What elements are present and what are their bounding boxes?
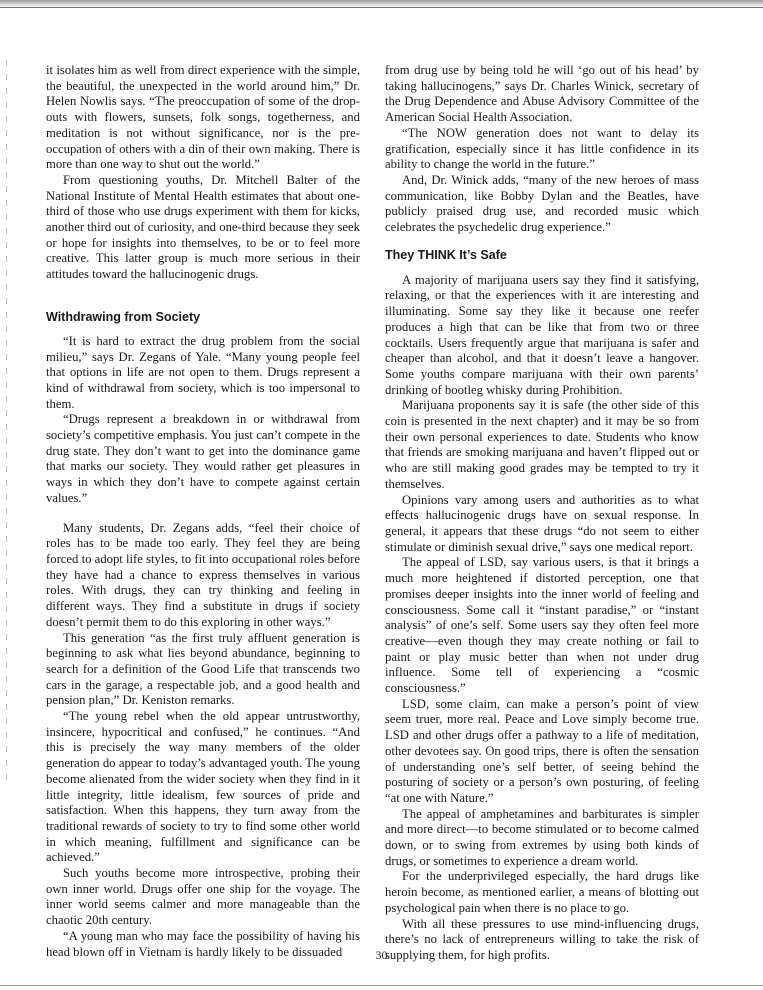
paragraph: Marijuana proponents say it is safe (the other side of this coin is presented in the next chapter) and it may be so from their own personal experiences to date. Students who know that friends are smoking marijuana and haven’t flipped out or who are still making good grades may be tempted to try it themselves. xyxy=(385,398,699,491)
paragraph: it isolates him as well from direct experience with the simple, the beautiful, the unexpected in the world around him,” Dr. Helen Nowlis says. “The preoccupation of some of the drop-outs with flowers, sunsets, folk songs, togetherness, and meditation is not without significance, nor is the pre-occupation of others with a din of their own making. There is more than one way to shut out the world.” xyxy=(46,63,360,172)
paragraph: “The young rebel when the old appear untrustworthy, insincere, hypocritical and confused,” he continues. “And this is precisely the way many members of the older generation do appear to today’s advantaged youth. The young become alienated from the wider society when they find in it little integrity, little idealism, few sources of pride and satisfaction. When this happens, they turn away from the traditional rewards of society to try to find some other world in which meaning, fulfillment and significance can be achieved.” xyxy=(46,709,360,865)
paragraph: The appeal of amphetamines and barbiturates is simpler and more direct—to become stimulated or to become calmed down, or to swing from extremes by using both kinds of drugs, or sometimes to experience a dream world. xyxy=(385,806,699,868)
paragraph: “Drugs represent a breakdown in or withdrawal from society’s competitive emphasis. You just can’t compete in the drug state. They don’t want to get into the dominance game that marks our society. They would rather get pleasures in ways in which they don’t have to compete against certain values.” xyxy=(46,412,360,505)
paragraph: With all these pressures to use mind-influencing drugs, there’s no lack of entrepreneurs willing to take the risk of supplying them, for high profits. xyxy=(385,916,699,962)
paragraph: This generation “as the first truly affluent generation is beginning to ask what lies beyond abundance, beginning to search for a definition of the Good Life that transcends two cars in the garage, a respectable job, and a good health and pension plan,” Dr. Keniston remarks. xyxy=(46,630,360,708)
paragraph: “The NOW generation does not want to delay its gratification, especially since it has little confidence in its ability to change the world in the future.” xyxy=(385,125,699,172)
paragraph: Opinions vary among users and authorities as to what effects hallucinogenic drugs have on sexual response. In general, it appears that these drugs “do not seem to either stimulate or diminish sexual drive,” says one medical report. xyxy=(385,492,699,554)
page-number: 30 xyxy=(375,948,388,962)
paragraph: “It is hard to extract the drug problem from the social milieu,” says Dr. Zegans of Yale. “Many young people feel that options in life are not open to them. Drugs represent a kind of withdrawal from society, which is too impersonal to them. xyxy=(46,333,360,411)
section-heading-safe: They THINK It’s Safe xyxy=(385,247,507,262)
scan-left-binding-marks xyxy=(6,60,7,780)
paragraph: from drug use by being told he will ‘go out of his head’ by taking hallucinogens,” says Dr. Charles Winick, secretary of the Drug Dependence and Abuse Advisory Committee of the American Social Health Association. xyxy=(385,63,699,125)
right-column xyxy=(385,63,699,964)
paragraph: LSD, some claim, can make a person’s point of view seem truer, more real. Peace and Love simply become true. LSD and other drugs offer a pathway to a life of meditation, other devotees say. On good trips, there is often the sensation of understanding one’s self better, of seeing behind the posturing of society or a person’s own posturing, of feeling “at one with Nature.” xyxy=(385,696,699,805)
paragraph: And, Dr. Winick adds, “many of the new heroes of mass communication, like Bobby Dylan and the Beatles, have publicly praised drug use, and recorded music which celebrates the psychedelic drug experience.” xyxy=(385,172,699,235)
scan-top-border xyxy=(0,7,763,8)
paragraph: Many students, Dr. Zegans adds, “feel their choice of roles has to be made too early. They feel they are being forced to adopt life styles, to fit into occupational roles before they have had a chance to express themselves in various roles. With drugs, they can try thinking and feeling in different ways. They find a substitute in drugs if society doesn’t permit them to do this exploring in other ways.” xyxy=(46,520,360,629)
scan-bottom-edge xyxy=(0,985,763,986)
paragraph: Such youths become more introspective, probing their own inner world. Drugs offer one ship for the voyage. The inner world seems calmer and more manageable than the chaotic 20th century. xyxy=(46,866,360,928)
paragraph: From questioning youths, Dr. Mitchell Balter of the National Institute of Mental Health estimates that about one-third of those who use drugs experiment with them for kicks, another third out of curiosity, and one-third because they seek or hope for insights into themselves, to be or to feel more creative. This latter group is much more serious in their attitudes toward the hallucinogenic drugs. xyxy=(46,172,360,282)
paragraph: A majority of marijuana users say they find it satisfying, relaxing, or that the experiences with it are interesting and illuminating. Some say they like it because one reefer produces a high that can be like that from two or three cocktails. Users frequently argue that marijuana is safer and cheaper than alcohol, and that it doesn’t leave a hangover. Some youths compare marijuana with their own parents’ drinking of bootleg whisky during Prohibition. xyxy=(385,272,699,397)
paragraph: The appeal of LSD, say various users, is that it brings a much more heightened if distorted perception, one that promises deeper insights into the inner world of feeling and consciousness. Some call it “instant paradise,” or “instant analysis” of one’s self. Some users say they often feel more creative—even though they may create nothing or fail to paint or play music better than when not under drug influence. Some tell of experiencing a “cosmic consciousness.” xyxy=(385,555,699,696)
left-column xyxy=(46,63,360,960)
section-heading-withdrawing: Withdrawing from Society xyxy=(46,309,201,324)
paragraph: “A young man who may face the possibility of having his head blown off in Vietnam is hardly likely to be dissuaded xyxy=(46,928,360,959)
paragraph: For the underprivileged especially, the hard drugs like heroin become, as mentioned earlier, a means of blotting out psychological pain when there is no place to go. xyxy=(385,869,699,915)
